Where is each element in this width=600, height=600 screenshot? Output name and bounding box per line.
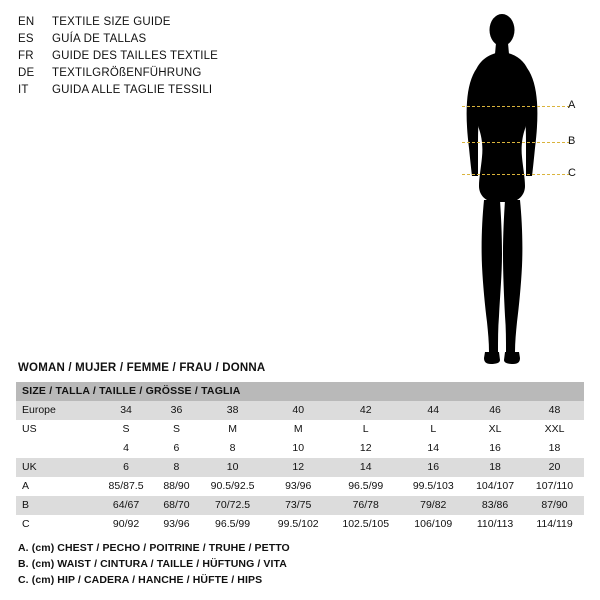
language-code: ES bbox=[18, 33, 34, 45]
cell: M bbox=[266, 420, 330, 439]
cell: 40 bbox=[266, 401, 330, 420]
cell: 8 bbox=[199, 439, 267, 458]
table-row bbox=[16, 496, 584, 515]
cell: 10 bbox=[199, 458, 267, 477]
row-label: Europe bbox=[16, 401, 98, 420]
table-header-row bbox=[16, 382, 584, 401]
cell: 6 bbox=[154, 439, 199, 458]
table-header-label: SIZE / TALLA / TAILLE / GRÖSSE / TAGLIA bbox=[16, 382, 584, 401]
measure-line-hip bbox=[462, 174, 570, 175]
cell: XL bbox=[465, 420, 525, 439]
language-title: GUIDE DES TAILLES TEXTILE bbox=[52, 50, 219, 62]
cell: 68/70 bbox=[154, 496, 199, 515]
cell: 76/78 bbox=[330, 496, 401, 515]
legend-line-b: B. (cm) WAIST / CINTURA / TAILLE / HÜFTUNG / VITA bbox=[18, 558, 287, 570]
cell: 102.5/105 bbox=[330, 515, 401, 534]
table-row bbox=[16, 515, 584, 534]
cell: 14 bbox=[330, 458, 401, 477]
row-label bbox=[16, 439, 98, 458]
cell: 64/67 bbox=[98, 496, 154, 515]
language-row bbox=[18, 65, 318, 82]
female-body-silhouette-icon bbox=[440, 8, 570, 368]
cell: XXL bbox=[525, 420, 584, 439]
cell: 46 bbox=[465, 401, 525, 420]
table-group-title: WOMAN / MUJER / FEMME / FRAU / DONNA bbox=[18, 362, 266, 374]
language-code: DE bbox=[18, 67, 35, 79]
language-title: GUIDA ALLE TAGLIE TESSILI bbox=[52, 84, 213, 96]
cell: 8 bbox=[154, 458, 199, 477]
measure-label-a: A bbox=[568, 99, 576, 111]
cell: 44 bbox=[401, 401, 465, 420]
cell: L bbox=[330, 420, 401, 439]
cell: S bbox=[154, 420, 199, 439]
cell: 38 bbox=[199, 401, 267, 420]
cell: 12 bbox=[266, 458, 330, 477]
table-row bbox=[16, 477, 584, 496]
row-label: B bbox=[16, 496, 98, 515]
cell: 93/96 bbox=[266, 477, 330, 496]
cell: 73/75 bbox=[266, 496, 330, 515]
language-code: FR bbox=[18, 50, 34, 62]
cell: 104/107 bbox=[465, 477, 525, 496]
cell: 90/92 bbox=[98, 515, 154, 534]
body-figure-area bbox=[420, 8, 590, 368]
measure-label-c: C bbox=[568, 167, 576, 179]
language-title: GUÍA DE TALLAS bbox=[52, 33, 147, 45]
measurement-legend bbox=[18, 540, 290, 588]
cell: 107/110 bbox=[525, 477, 584, 496]
cell: L bbox=[401, 420, 465, 439]
table-row bbox=[16, 458, 584, 477]
language-row bbox=[18, 14, 318, 31]
cell: 48 bbox=[525, 401, 584, 420]
cell: 6 bbox=[98, 458, 154, 477]
language-title: TEXTILE SIZE GUIDE bbox=[52, 16, 171, 28]
cell: 70/72.5 bbox=[199, 496, 267, 515]
language-code: EN bbox=[18, 16, 35, 28]
legend-line-c: C. (cm) HIP / CADERA / HANCHE / HÜFTE / HIPS bbox=[18, 574, 263, 586]
cell: 85/87.5 bbox=[98, 477, 154, 496]
cell: M bbox=[199, 420, 267, 439]
language-title-list bbox=[18, 14, 318, 99]
cell: 4 bbox=[98, 439, 154, 458]
measure-line-waist bbox=[462, 142, 570, 143]
cell: 114/119 bbox=[525, 515, 584, 534]
cell: 93/96 bbox=[154, 515, 199, 534]
cell: 110/113 bbox=[465, 515, 525, 534]
row-label: A bbox=[16, 477, 98, 496]
cell: 79/82 bbox=[401, 496, 465, 515]
language-row bbox=[18, 82, 318, 99]
cell: 99.5/102 bbox=[266, 515, 330, 534]
language-code: IT bbox=[18, 84, 29, 96]
cell: 36 bbox=[154, 401, 199, 420]
cell: 14 bbox=[401, 439, 465, 458]
language-row bbox=[18, 31, 318, 48]
row-label: C bbox=[16, 515, 98, 534]
table-row bbox=[16, 439, 584, 458]
legend-line-a: A. (cm) CHEST / PECHO / POITRINE / TRUHE / PETTO bbox=[18, 542, 290, 554]
cell: 20 bbox=[525, 458, 584, 477]
size-table bbox=[16, 382, 584, 534]
cell: 16 bbox=[401, 458, 465, 477]
cell: 90.5/92.5 bbox=[199, 477, 267, 496]
measure-label-b: B bbox=[568, 135, 576, 147]
cell: 83/86 bbox=[465, 496, 525, 515]
cell: 12 bbox=[330, 439, 401, 458]
cell: S bbox=[98, 420, 154, 439]
row-label: US bbox=[16, 420, 98, 439]
row-label: UK bbox=[16, 458, 98, 477]
cell: 10 bbox=[266, 439, 330, 458]
cell: 18 bbox=[465, 458, 525, 477]
measure-line-chest bbox=[462, 106, 570, 107]
cell: 99.5/103 bbox=[401, 477, 465, 496]
cell: 16 bbox=[465, 439, 525, 458]
cell: 88/90 bbox=[154, 477, 199, 496]
cell: 34 bbox=[98, 401, 154, 420]
cell: 106/109 bbox=[401, 515, 465, 534]
cell: 42 bbox=[330, 401, 401, 420]
cell: 87/90 bbox=[525, 496, 584, 515]
language-row bbox=[18, 48, 318, 65]
cell: 18 bbox=[525, 439, 584, 458]
cell: 96.5/99 bbox=[330, 477, 401, 496]
table-row bbox=[16, 401, 584, 420]
cell: 96.5/99 bbox=[199, 515, 267, 534]
table-row bbox=[16, 420, 584, 439]
language-title: TEXTILGRÖßENFÜHRUNG bbox=[52, 67, 202, 79]
